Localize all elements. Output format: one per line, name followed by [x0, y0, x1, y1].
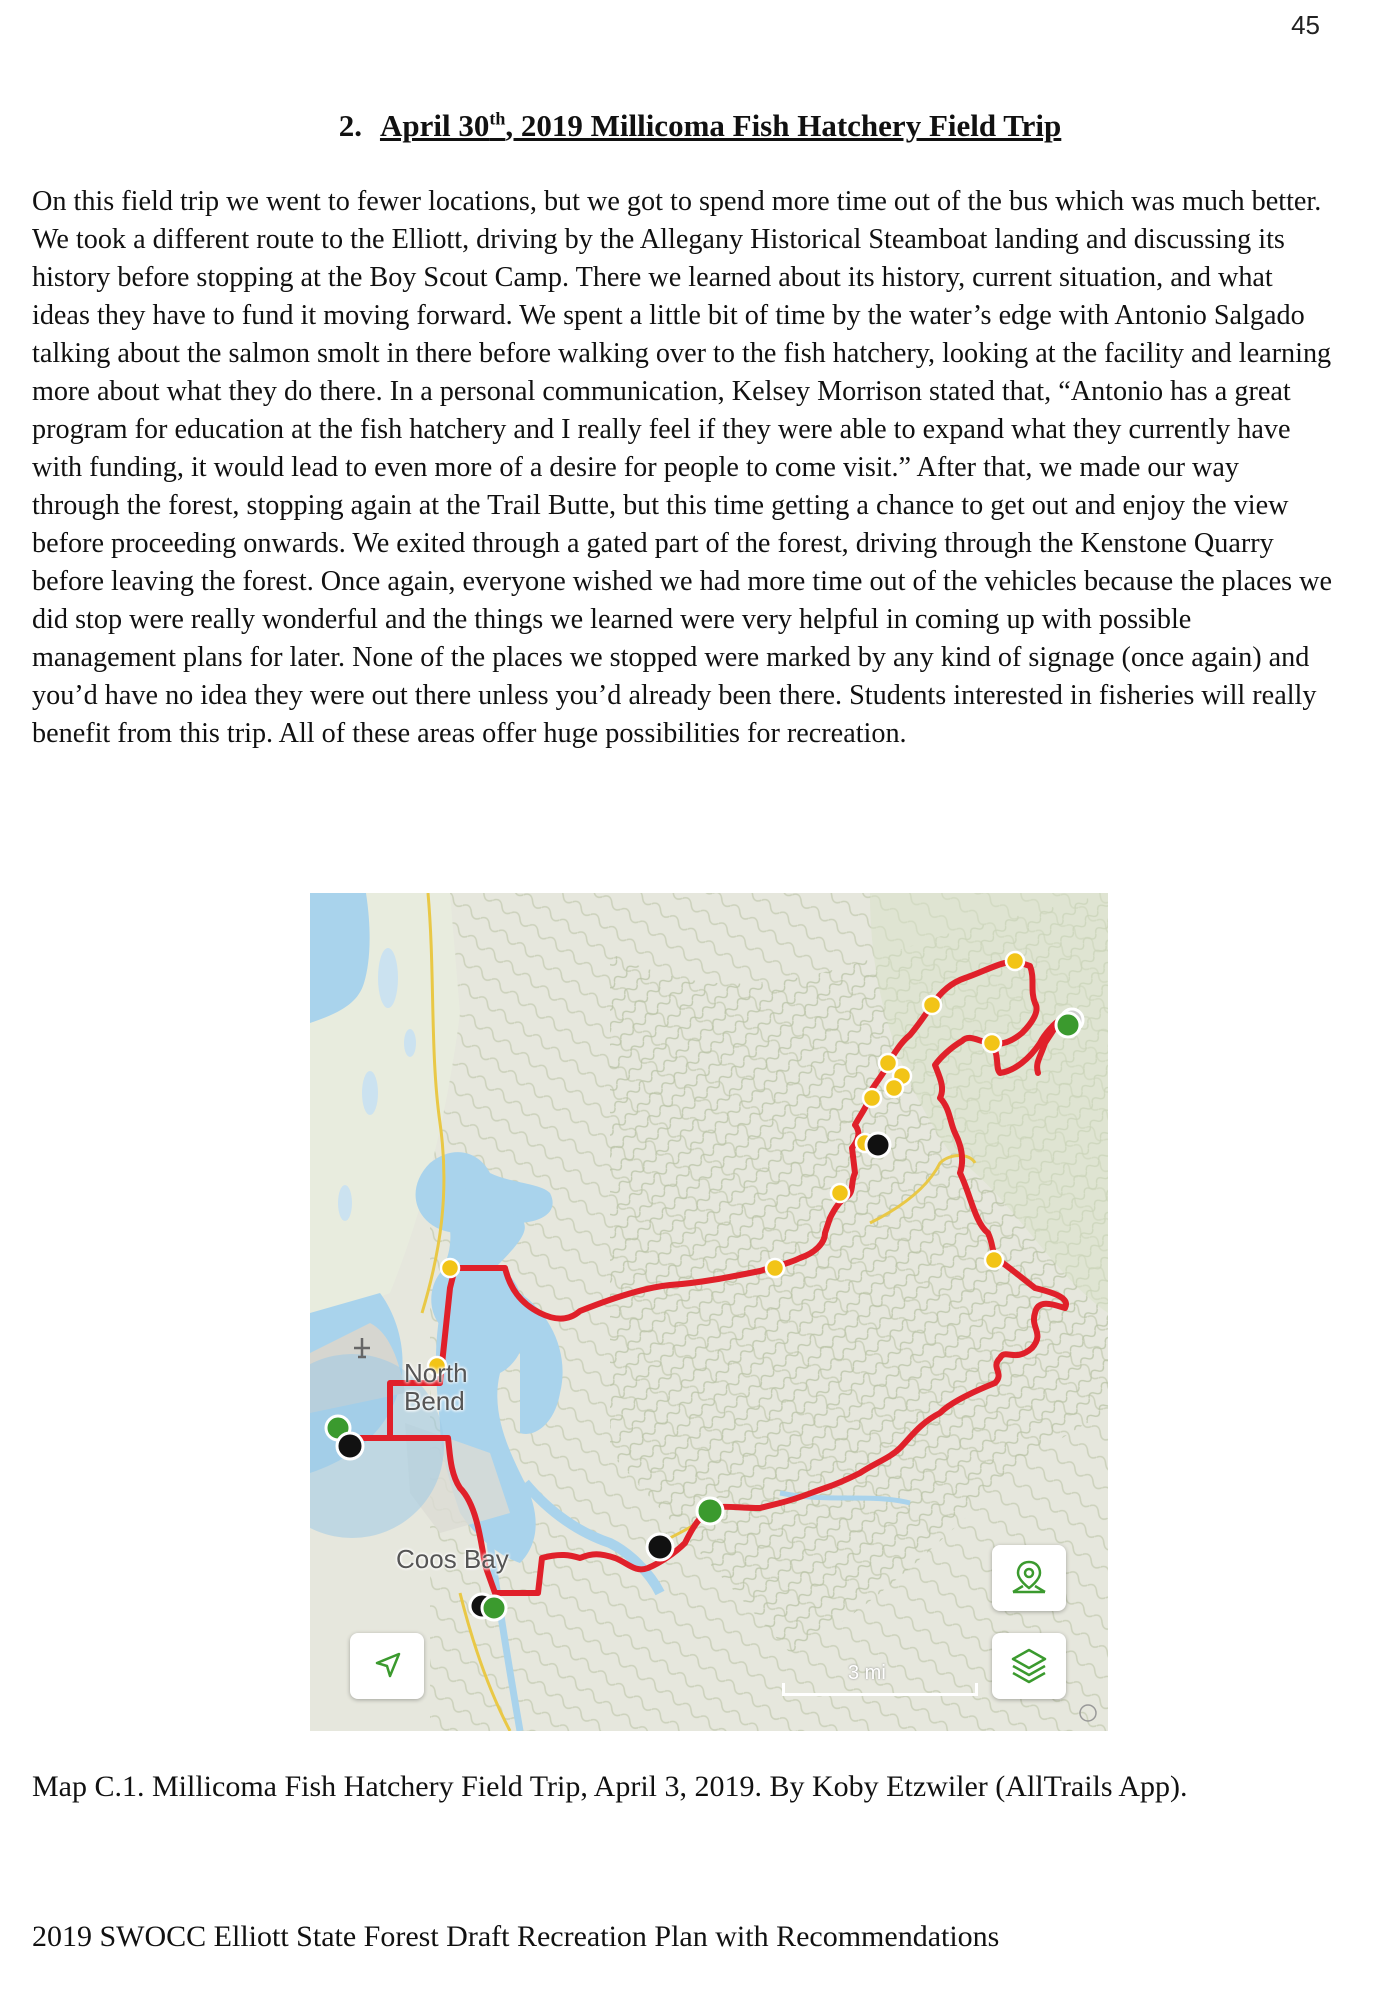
waypoint-marker [863, 1089, 881, 1107]
dune-lake [378, 948, 398, 1008]
map-pin-icon [1007, 1556, 1051, 1600]
start-marker [482, 1596, 506, 1620]
page-footer: 2019 SWOCC Elliott State Forest Draft Recreation Plan with Recommendations [32, 1920, 1000, 1953]
end-marker [647, 1534, 673, 1560]
dune-lake-2 [362, 1071, 378, 1115]
waypoint-marker [831, 1184, 849, 1202]
locate-button[interactable] [350, 1633, 424, 1699]
scale-label: 3 mi [848, 1662, 886, 1684]
waypoint-marker [441, 1259, 459, 1277]
map-caption: Map C.1. Millicoma Fish Hatchery Field Trip, April 3, 2019. By Koby Etzwiler (AllTrails App). [32, 1770, 1188, 1803]
map-pin-button[interactable] [992, 1545, 1066, 1611]
waypoint-marker [983, 1034, 1001, 1052]
dune-lake-3 [404, 1029, 416, 1057]
end-marker [337, 1433, 363, 1459]
start-marker [1056, 1013, 1080, 1037]
place-label-north-bend-line2: Bend [404, 1386, 465, 1416]
place-label-coos-bay: Coos Bay [396, 1544, 509, 1574]
waypoint-marker [1006, 952, 1024, 970]
section-title-superscript: th [489, 108, 506, 129]
waypoint-marker [766, 1259, 784, 1277]
section-title-part1: April 30 [379, 108, 490, 143]
waypoint-marker [985, 1251, 1003, 1269]
place-label-north-bend [404, 1359, 468, 1415]
route-map [310, 893, 1108, 1731]
section-number: 2. [338, 108, 362, 143]
waypoint-marker [923, 996, 941, 1014]
start-marker [697, 1498, 723, 1524]
section-title-part2: , 2019 Millicoma Fish Hatchery Field Trip [505, 108, 1062, 143]
waypoint-marker [885, 1079, 903, 1097]
layers-icon [1007, 1644, 1051, 1688]
body-paragraph: On this field trip we went to fewer locations, but we got to spend more time out of the bus which was much better. We took a different route to the Elliott, driving by the Allegany Historical Steamboat landing and discussing its history before stopping at the Boy Scout Camp. There we learned about its history, current situation, and what ideas they have to fund it moving forward. We spent a little bit of time by the water’s edge with Antonio Salgado talking about the salmon smolt in there before walking over to the fish hatchery, looking at the facility and learning more about what they do there. In a personal communication, Kelsey Morrison stated that, “Antonio has a great program for education at the fish hatchery and I really feel if they were able to expand what they currently have with funding, it would lead to even more of a desire for people to come visit.” After that, we made our way through the forest, stopping again at the Trail Butte, but this time getting a chance to get out and enjoy the view before proceeding onwards. We exited through a gated part of the forest, driving through the Kenstone Quarry before leaving the forest. Once again, everyone wished we had more time out of the vehicles because the places we did stop were really wonderful and the things we learned were very helpful in coming up with possible management plans for later. None of the places we stopped were marked by any kind of signage (once again) and you’d have no idea they were out there unless you’d already been there. Students interested in fisheries will really benefit from this trip. All of these areas offer huge possibilities for recreation. [32, 186, 1333, 749]
map-canvas [310, 893, 1108, 1731]
navigation-arrow-icon [369, 1648, 405, 1684]
place-label-north-bend-line1: North [404, 1358, 468, 1388]
section-title [380, 108, 1061, 143]
section-heading [0, 108, 1400, 144]
dune-lake-4 [338, 1185, 352, 1221]
end-marker [866, 1133, 890, 1157]
page-number: 45 [1291, 10, 1320, 40]
layers-button[interactable] [992, 1633, 1066, 1699]
